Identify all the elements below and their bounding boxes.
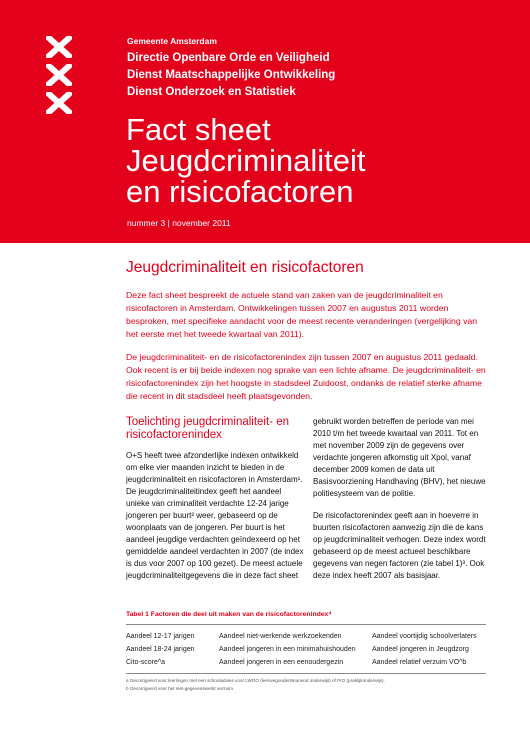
table-footnote: a Gecorrigeerd voor leerlingen met een schooladvies voor LWOO (leerwegondersteunend onderwijs) of PrO (praktijkonderwijs).	[126, 678, 385, 683]
body-paragraph: De risicofactorenindex geeft aan in hoeverre in buurten risicofactoren aanwezig zijn die de kans op jeugdcriminaliteit verhogen. Deze index wordt gebaseerd op de meest actueel beschikbare gegevens van negen factoren (zie tabel 1)³. Ook deze index heeft 2007 als basisjaar.	[313, 511, 486, 580]
table-cell: Aandeel jongeren in een eenoudergezin	[219, 659, 344, 666]
intro-text	[126, 289, 486, 413]
department-line: Dienst Onderzoek en Statistiek	[127, 86, 296, 98]
title-line: Jeugdcriminaliteit	[126, 143, 366, 178]
body-paragraph: O+S heeft twee afzonderlijke indexen ontwikkeld om elke vier maanden inzicht te bieden in de jeugdcriminaliteit en risicofactoren in Amsterdam¹. De jeugdcriminaliteitindex geeft het aandeel unieke van criminaliteit verdachte 12-24 jarige jongeren per buurt² weer, gebaseerd op de woonplaats van de jongeren. Per buurt is het aandeel jeugdige verdachten geïndexeerd op het gemiddelde aandeel verdachten in 2007 (de index is dus voor 2007 op 100 gezet). De meest actuele jeugdcriminaliteitgegevens die in deze fact sheet	[126, 451, 304, 580]
table-row	[126, 633, 496, 645]
header-banner	[0, 0, 530, 243]
intro-paragraph: Deze fact sheet bespreekt de actuele stand van zaken van de jeugdcriminaliteit en risicofactoren in Amsterdam. Ontwikkelingen tussen 2007 en augustus 2011 worden besproken, met specifieke aandacht voor de meest recente veranderingen (vergelijking van het eerste met het tweede kwartaal van 2011).	[126, 290, 478, 339]
table-cell: Aandeel 12-17 jarigen	[126, 633, 195, 640]
x-cross-icon	[46, 64, 72, 86]
table-caption: Tabel 1 Factoren die deel uit maken van de risicofactorenindex⁴	[126, 611, 332, 618]
table-cell: Aandeel jongeren in een minimahuishouden	[219, 646, 356, 653]
intro-paragraph: De jeugdcriminaliteit- en de risicofactorenindex zijn tussen 2007 en augustus 2011 gedaald. Ook recent is er bij beide indexen nog sprake van een lichte afname. De jeugdcriminaliteit- en risicofactorenindex zijn het hoogste in stadsdeel Zuidoost, ondanks de relatief sterke afname die recent in dit stadsdeel heeft plaatsgevonden.	[126, 352, 486, 401]
department-line: Directie Openbare Orde en Veiligheid	[127, 52, 330, 64]
body-paragraph: gebruikt worden betreffen de periode van mei 2010 t/m het tweede kwartaal van 2011. Tot en met november 2009 zijn de gegevens over verdachte jongeren afkomstig uit Xpol, vanaf december 2009 komen de data uit Basisvoorziening Handhaving (BHV), het nieuwe politiesysteem van de politie.	[313, 417, 486, 498]
column-right	[313, 416, 491, 592]
main-heading: Jeugdcriminaliteit en risicofactoren	[126, 259, 364, 276]
amsterdam-logo	[46, 36, 72, 120]
table-row	[126, 659, 496, 671]
x-cross-icon	[46, 92, 72, 114]
table-cell: Aandeel relatief verzuim VO^b	[372, 659, 467, 666]
table-row	[126, 646, 496, 658]
table-footnote: b Gecorrigeerd voor het niet-gegevenswerkt verzuim.	[126, 686, 235, 691]
title-line: Fact sheet	[126, 112, 271, 147]
table-cell: Aandeel voortijdig schoolverlaters	[372, 633, 477, 640]
x-cross-icon	[46, 36, 72, 58]
table-cell: Aandeel 18-24 jarigen	[126, 646, 195, 653]
organization-block	[127, 36, 335, 101]
table-cell: Cito-score^a	[126, 659, 166, 666]
table-divider	[126, 673, 486, 674]
page-title	[126, 114, 366, 207]
department-line: Dienst Maatschappelijke Ontwikkeling	[127, 69, 336, 81]
title-line: en risicofactoren	[126, 174, 354, 209]
section-heading: Toelichting jeugdcriminaliteit- en risicofactorenindex	[126, 416, 289, 441]
municipality-name: Gemeente Amsterdam	[127, 36, 217, 46]
column-left	[126, 416, 304, 592]
table-cell: Aandeel jongeren in Jeugdzorg	[372, 646, 469, 653]
table-divider	[126, 624, 486, 625]
issue-info: nummer 3 | november 2011	[127, 218, 231, 228]
table-cell: Aandeel niet-werkende werkzoekenden	[219, 633, 342, 640]
